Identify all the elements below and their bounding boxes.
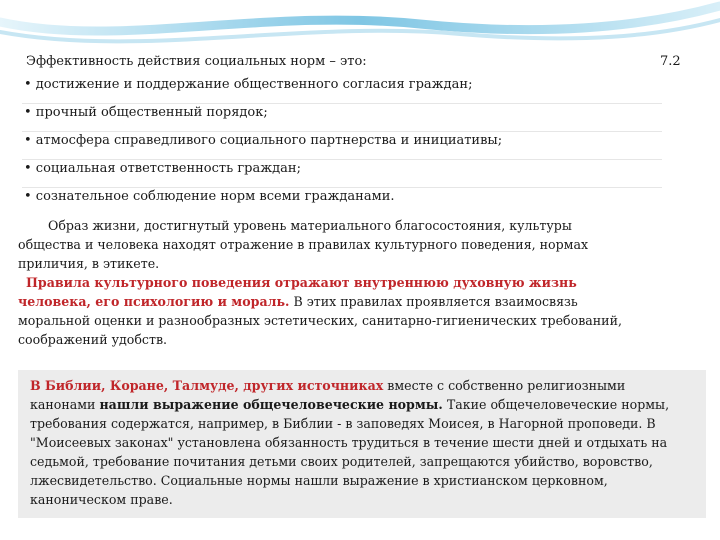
box-bold-text: нашли выражение общечеловеческие нормы. bbox=[99, 397, 443, 412]
quote-box-text bbox=[30, 376, 680, 509]
bullet-list bbox=[22, 76, 662, 215]
slide-heading: Эффективность действия социальных норм – это: bbox=[26, 54, 367, 69]
highlight-sources: В Библии, Коране, Талмуде, других источниках bbox=[30, 378, 384, 393]
bullet-item: • прочный общественный порядок; bbox=[22, 103, 662, 121]
bullet-item: • сознательное соблюдение норм всеми гражданами. bbox=[22, 187, 662, 205]
bullet-item: • атмосфера справедливого социального партнерства и инициативы; bbox=[22, 131, 662, 149]
slide-number: 7.2 bbox=[660, 54, 681, 69]
box-text-part2: Такие общечеловеческие нормы, требования содержатся, например, в Библии - в заповедях Моисея, в Нагорной проповеди. В "Моисеевых законах" установлена обязанность трудиться в течение шести дней и отдыхать на седьмой, требование почитания детьми своих родителей, запрещаются убийство, воровство, лжесвидетельство. Социальные нормы нашли выражение в христианском церковном, каноническом праве. bbox=[30, 397, 670, 507]
box-text-part1: вместе с собственно религиозными канонами bbox=[30, 378, 626, 412]
bullet-item: • достижение и поддержание общественного согласия граждан; bbox=[24, 77, 473, 92]
paragraph-rules bbox=[18, 273, 638, 349]
paragraph-lifestyle bbox=[18, 216, 638, 273]
paragraph-text: В этих правилах проявляется взаимосвязь моральной оценки и разнообразных эстетических, санитарно-гигиенических требований, соображений удобств. bbox=[18, 294, 622, 347]
paragraph-text: Образ жизни, достигнутый уровень материального благосостояния, культуры общества и человека находят отражение в правилах культурного поведения, нормах приличия, в этикете. bbox=[18, 218, 589, 271]
bullet-item: • социальная ответственность граждан; bbox=[22, 159, 662, 177]
highlight-text: Правила культурного поведения отражают внутреннюю духовную жизнь человека, его психологию и мораль. bbox=[18, 275, 577, 309]
